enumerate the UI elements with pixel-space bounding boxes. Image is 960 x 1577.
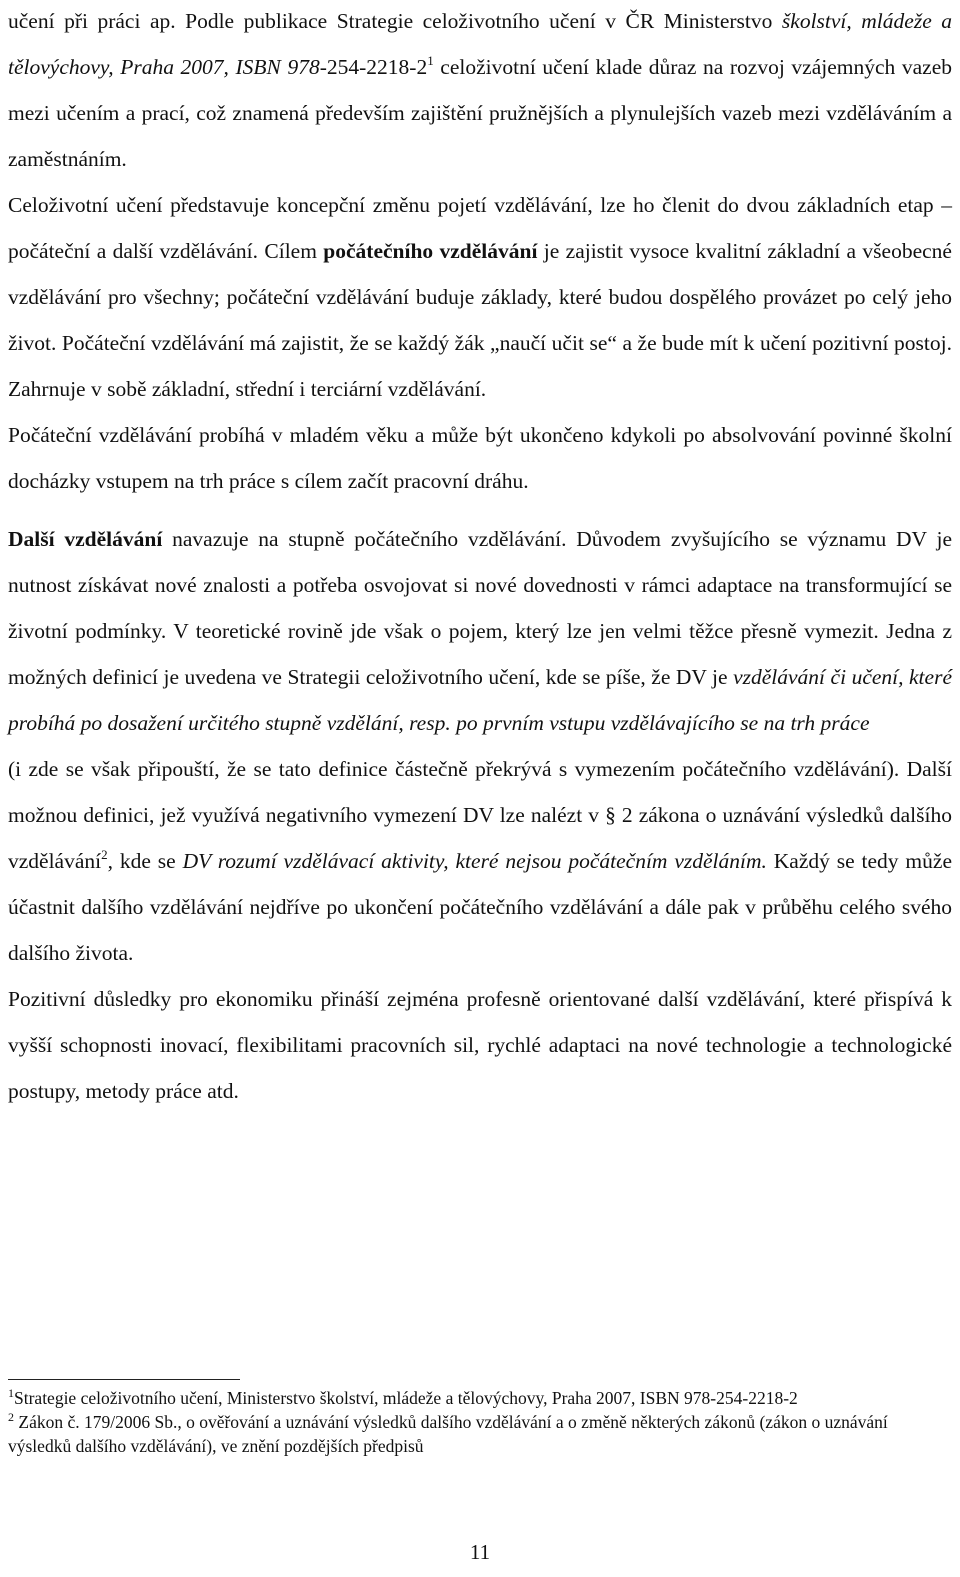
footnote-text: Strategie celoživotního učení, Ministerstvo školství, mládeže a tělovýchovy, Praha 2007, ISBN 978-254-2218-2 xyxy=(14,1388,798,1408)
footnote-reference-2[interactable]: 2 xyxy=(101,847,108,862)
footnote-separator xyxy=(8,1379,240,1380)
bold-term-further-education: Další vzdělávání xyxy=(8,527,163,551)
footnote-number: 1 xyxy=(8,1386,14,1400)
paragraph-lifelong-learning-strategy xyxy=(8,0,952,182)
document-body xyxy=(8,0,952,1114)
italic-definition: vzdělávání či učení, které probíhá po dosažení určitého stupně vzdělání, resp. po prvním vstupu vzdělávajícího se na trh práce xyxy=(8,665,952,735)
text-run: (i zde se však připouští, že se tato definice částečně překrývá s vymezením počátečního vzdělávání). Další možnou definici, jež využívá negativního vymezení DV lze nalézt v § 2 zákona o uznávání výsledků dalšího vzdělávání xyxy=(8,757,952,873)
paragraph-initial-education xyxy=(8,182,952,412)
text-run: Každý se tedy může účastnit dalšího vzdělávání nejdříve po ukončení počátečního vzdělávání a dále pak v průběhu celého svého dalšího života. xyxy=(8,849,952,965)
text-run: , kde se xyxy=(107,849,183,873)
italic-text-run: školství, mládeže a tělovýchovy, Praha 2007, ISBN 978 xyxy=(8,9,952,79)
footnote-2 xyxy=(8,1410,952,1458)
paragraph-definition-overlap xyxy=(8,746,952,976)
footnote-number: 2 xyxy=(8,1410,14,1424)
text-run: celoživotní učení klade důraz na rozvoj vzájemných vazeb mezi učením a prací, což znamená především zajištění pružnějších a plynulejších vazeb mezi vzděláváním a zaměstnáním. xyxy=(8,55,952,171)
footnote-1 xyxy=(8,1386,952,1410)
text-run: je zajistit vysoce kvalitní základní a všeobecné vzdělávání pro všechny; počáteční vzdělávání buduje základy, které budou dospělého provázet po celý jeho život. Počáteční vzdělávání má zajistit, že se každý žák „naučí učit se“ a že bude mít k učení pozitivní postoj. Zahrnuje v sobě základní, střední i terciární vzdělávání. xyxy=(8,239,952,401)
page-number: 11 xyxy=(469,1540,491,1564)
footnotes xyxy=(8,1386,952,1458)
paragraph-economic-benefits: Pozitivní důsledky pro ekonomiku přináší zejména profesně orientované další vzdělávání, které přispívá k vyšší schopnosti inovací, flexibilitami pracovních sil, rychlé adaptaci na nové technologie a technologické postupy, metody práce atd. xyxy=(8,987,952,1103)
text-run: navazuje na stupně počátečního vzdělávání. Důvodem zvyšujícího se významu DV je nutnost získávat nové znalosti a potřeba osvojovat si nové dovednosti v rámci adaptace na transformující se životní podmínky. V teoretické rovině jde však o pojem, který lze jen velmi těžce přesně vymezit. Jedna z možných definicí je uvedena ve Strategii celoživotního učení, kde se píše, že DV je xyxy=(8,527,952,689)
text-run: učení při práci ap. Podle publikace Strategie celoživotního učení v ČR Ministerstvo xyxy=(8,9,782,33)
paragraph-further-education xyxy=(8,516,952,746)
footnote-text: Zákon č. 179/2006 Sb., o ověřování a uznávání výsledků dalšího vzdělávání a o změně některých zákonů (zákon o uznávání výsledků dalšího vzdělávání), ve znění pozdějších předpisů xyxy=(8,1412,888,1456)
text-run: -254-2218-2 xyxy=(319,55,428,79)
footnote-reference-1[interactable]: 1 xyxy=(427,53,434,68)
text-run: Celoživotní učení představuje koncepční změnu pojetí vzdělávání, lze ho členit do dvou základních etap – počáteční a další vzdělávání. Cílem xyxy=(8,193,952,263)
italic-definition: DV rozumí vzdělávací aktivity, které nejsou počátečním vzděláním. xyxy=(182,849,767,873)
bold-term-initial-education: počátečního vzdělávání xyxy=(323,239,538,263)
paragraph-initial-education-age: Počáteční vzdělávání probíhá v mladém věku a může být ukončeno kdykoli po absolvování povinné školní docházky vstupem na trh práce s cílem začít pracovní dráhu. xyxy=(8,423,952,493)
